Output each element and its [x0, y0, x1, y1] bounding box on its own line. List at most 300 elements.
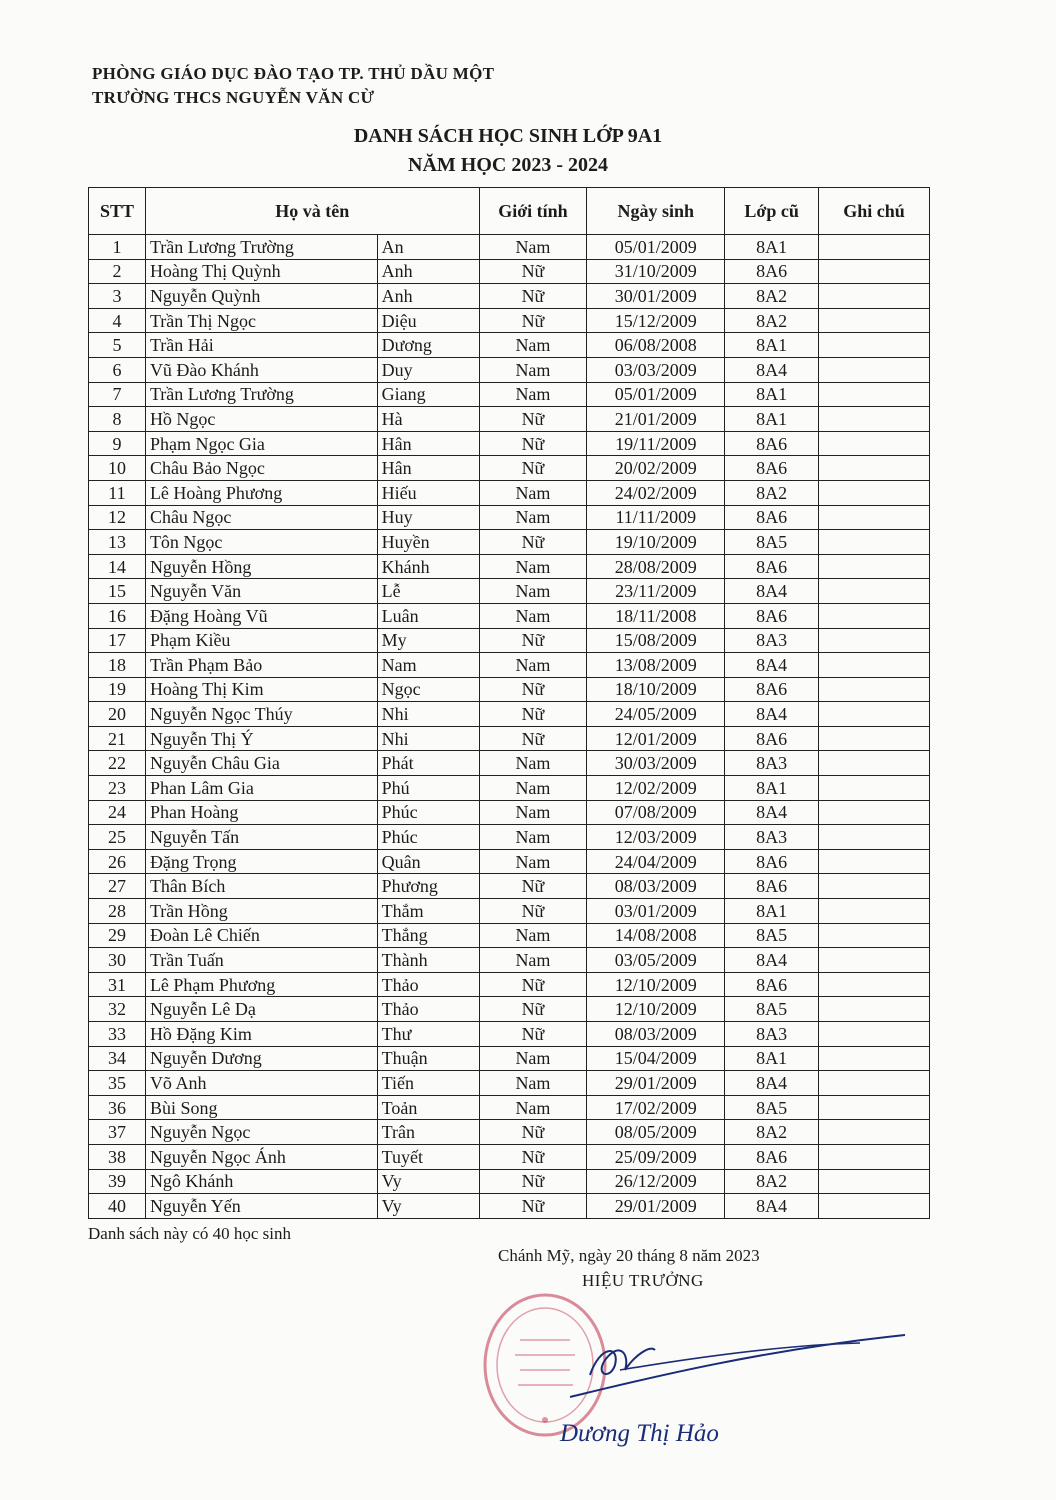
col-header-old-class: Lớp cũ	[725, 188, 819, 235]
row-dob: 29/01/2009	[587, 1194, 725, 1219]
row-note	[819, 1046, 930, 1071]
row-note	[819, 259, 930, 284]
row-old-class: 8A2	[725, 480, 819, 505]
row-given-name: Phương	[377, 874, 479, 899]
row-surname: Thân Bích	[145, 874, 377, 899]
row-dob: 24/02/2009	[587, 480, 725, 505]
row-note	[819, 603, 930, 628]
row-note	[819, 800, 930, 825]
row-note	[819, 776, 930, 801]
row-gender: Nam	[479, 653, 587, 678]
row-gender: Nam	[479, 603, 587, 628]
table-row	[89, 874, 930, 899]
row-surname: Lê Phạm Phương	[145, 972, 377, 997]
row-old-class: 8A1	[725, 1046, 819, 1071]
row-gender: Nữ	[479, 259, 587, 284]
row-surname: Trần Lương Trường	[145, 235, 377, 260]
table-header-row	[89, 188, 930, 235]
row-old-class: 8A4	[725, 1194, 819, 1219]
row-dob: 28/08/2009	[587, 554, 725, 579]
row-stt: 34	[89, 1046, 146, 1071]
row-old-class: 8A5	[725, 923, 819, 948]
row-given-name: Lễ	[377, 579, 479, 604]
col-header-name: Họ và tên	[145, 188, 479, 235]
row-stt: 4	[89, 308, 146, 333]
row-surname: Võ Anh	[145, 1071, 377, 1096]
row-surname: Phạm Kiều	[145, 628, 377, 653]
row-stt: 31	[89, 972, 146, 997]
row-given-name: Phú	[377, 776, 479, 801]
row-note	[819, 407, 930, 432]
row-gender: Nam	[479, 235, 587, 260]
row-surname: Nguyễn Ngọc Ánh	[145, 1144, 377, 1169]
row-note	[819, 825, 930, 850]
school-year: NĂM HỌC 2023 - 2024	[408, 154, 608, 176]
row-surname: Nguyễn Ngọc Thúy	[145, 702, 377, 727]
row-old-class: 8A2	[725, 284, 819, 309]
row-gender: Nam	[479, 333, 587, 358]
principal-title: HIỆU TRƯỞNG	[582, 1271, 704, 1290]
row-given-name: Thảo	[377, 997, 479, 1022]
school-name: TRƯỜNG THCS NGUYỄN VĂN CỪ	[92, 88, 375, 107]
row-given-name: Thành	[377, 948, 479, 973]
row-given-name: Tuyết	[377, 1144, 479, 1169]
row-gender: Nữ	[479, 702, 587, 727]
table-row	[89, 702, 930, 727]
row-surname: Phạm Ngọc Gia	[145, 431, 377, 456]
table-row	[89, 726, 930, 751]
row-gender: Nam	[479, 849, 587, 874]
row-dob: 06/08/2008	[587, 333, 725, 358]
row-dob: 03/01/2009	[587, 899, 725, 924]
row-given-name: Anh	[377, 284, 479, 309]
document-title	[0, 122, 1016, 180]
row-given-name: My	[377, 628, 479, 653]
row-stt: 26	[89, 849, 146, 874]
row-surname: Trần Hồng	[145, 899, 377, 924]
row-dob: 19/11/2009	[587, 431, 725, 456]
row-gender: Nữ	[479, 677, 587, 702]
table-row	[89, 800, 930, 825]
row-dob: 24/04/2009	[587, 849, 725, 874]
row-stt: 35	[89, 1071, 146, 1096]
row-gender: Nam	[479, 382, 587, 407]
row-note	[819, 899, 930, 924]
table-row	[89, 948, 930, 973]
row-given-name: Vy	[377, 1169, 479, 1194]
row-surname: Nguyễn Hồng	[145, 554, 377, 579]
table-row	[89, 923, 930, 948]
row-note	[819, 923, 930, 948]
row-dob: 29/01/2009	[587, 1071, 725, 1096]
row-surname: Đoàn Lê Chiến	[145, 923, 377, 948]
row-stt: 28	[89, 899, 146, 924]
row-note	[819, 1120, 930, 1145]
row-surname: Tôn Ngọc	[145, 530, 377, 555]
row-gender: Nữ	[479, 1144, 587, 1169]
row-stt: 40	[89, 1194, 146, 1219]
row-stt: 36	[89, 1095, 146, 1120]
table-row	[89, 456, 930, 481]
table-row	[89, 407, 930, 432]
row-old-class: 8A4	[725, 579, 819, 604]
table-row	[89, 603, 930, 628]
row-surname: Hoàng Thị Kim	[145, 677, 377, 702]
row-gender: Nữ	[479, 1022, 587, 1047]
row-old-class: 8A3	[725, 825, 819, 850]
row-surname: Nguyễn Tấn	[145, 825, 377, 850]
row-surname: Trần Thị Ngọc	[145, 308, 377, 333]
row-dob: 18/10/2009	[587, 677, 725, 702]
row-old-class: 8A2	[725, 1169, 819, 1194]
row-note	[819, 1071, 930, 1096]
row-stt: 29	[89, 923, 146, 948]
row-note	[819, 726, 930, 751]
row-given-name: Phát	[377, 751, 479, 776]
row-old-class: 8A6	[725, 603, 819, 628]
row-dob: 03/05/2009	[587, 948, 725, 973]
row-note	[819, 579, 930, 604]
row-old-class: 8A4	[725, 948, 819, 973]
row-surname: Châu Ngọc	[145, 505, 377, 530]
row-gender: Nữ	[479, 874, 587, 899]
row-old-class: 8A6	[725, 1144, 819, 1169]
row-stt: 37	[89, 1120, 146, 1145]
row-surname: Nguyễn Lê Dạ	[145, 997, 377, 1022]
row-given-name: Tiến	[377, 1071, 479, 1096]
row-dob: 12/02/2009	[587, 776, 725, 801]
row-given-name: Nhi	[377, 702, 479, 727]
row-note	[819, 431, 930, 456]
table-row	[89, 382, 930, 407]
row-old-class: 8A3	[725, 1022, 819, 1047]
row-old-class: 8A5	[725, 1095, 819, 1120]
row-stt: 23	[89, 776, 146, 801]
row-stt: 2	[89, 259, 146, 284]
row-gender: Nữ	[479, 308, 587, 333]
table-row	[89, 505, 930, 530]
row-given-name: Phúc	[377, 800, 479, 825]
row-gender: Nữ	[479, 456, 587, 481]
row-stt: 16	[89, 603, 146, 628]
row-old-class: 8A3	[725, 751, 819, 776]
row-gender: Nữ	[479, 972, 587, 997]
row-gender: Nữ	[479, 726, 587, 751]
row-stt: 12	[89, 505, 146, 530]
row-stt: 13	[89, 530, 146, 555]
row-old-class: 8A6	[725, 259, 819, 284]
row-dob: 20/02/2009	[587, 456, 725, 481]
row-stt: 15	[89, 579, 146, 604]
row-gender: Nam	[479, 1046, 587, 1071]
row-given-name: Hà	[377, 407, 479, 432]
table-row	[89, 972, 930, 997]
row-given-name: Phúc	[377, 825, 479, 850]
row-gender: Nữ	[479, 628, 587, 653]
row-stt: 18	[89, 653, 146, 678]
table-row	[89, 554, 930, 579]
row-note	[819, 456, 930, 481]
row-stt: 22	[89, 751, 146, 776]
row-gender: Nữ	[479, 1194, 587, 1219]
col-header-note: Ghi chú	[819, 188, 930, 235]
row-given-name: Thắng	[377, 923, 479, 948]
table-row	[89, 653, 930, 678]
row-old-class: 8A4	[725, 800, 819, 825]
row-surname: Trần Tuấn	[145, 948, 377, 973]
row-dob: 05/01/2009	[587, 382, 725, 407]
row-old-class: 8A1	[725, 776, 819, 801]
row-old-class: 8A6	[725, 677, 819, 702]
row-note	[819, 505, 930, 530]
row-stt: 33	[89, 1022, 146, 1047]
row-note	[819, 1169, 930, 1194]
row-given-name: An	[377, 235, 479, 260]
student-table	[88, 187, 930, 1219]
row-dob: 07/08/2009	[587, 800, 725, 825]
row-given-name: Anh	[377, 259, 479, 284]
row-stt: 14	[89, 554, 146, 579]
row-dob: 25/09/2009	[587, 1144, 725, 1169]
table-row	[89, 357, 930, 382]
row-dob: 18/11/2008	[587, 603, 725, 628]
row-given-name: Hiếu	[377, 480, 479, 505]
table-row	[89, 776, 930, 801]
row-old-class: 8A6	[725, 431, 819, 456]
row-dob: 23/11/2009	[587, 579, 725, 604]
row-note	[819, 382, 930, 407]
table-row	[89, 333, 930, 358]
row-surname: Đặng Hoàng Vũ	[145, 603, 377, 628]
row-given-name: Khánh	[377, 554, 479, 579]
row-dob: 08/03/2009	[587, 874, 725, 899]
row-surname: Trần Phạm Bảo	[145, 653, 377, 678]
table-row	[89, 1120, 930, 1145]
row-gender: Nữ	[479, 530, 587, 555]
row-dob: 31/10/2009	[587, 259, 725, 284]
row-old-class: 8A3	[725, 628, 819, 653]
row-surname: Hoàng Thị Quỳnh	[145, 259, 377, 284]
table-row	[89, 1169, 930, 1194]
row-note	[819, 554, 930, 579]
row-stt: 19	[89, 677, 146, 702]
row-stt: 1	[89, 235, 146, 260]
table-row	[89, 677, 930, 702]
table-row	[89, 284, 930, 309]
row-stt: 24	[89, 800, 146, 825]
student-rows	[89, 235, 930, 1219]
row-stt: 9	[89, 431, 146, 456]
table-row	[89, 579, 930, 604]
table-row	[89, 1194, 930, 1219]
row-gender: Nam	[479, 800, 587, 825]
row-stt: 27	[89, 874, 146, 899]
row-old-class: 8A1	[725, 407, 819, 432]
row-dob: 12/10/2009	[587, 997, 725, 1022]
row-dob: 21/01/2009	[587, 407, 725, 432]
row-old-class: 8A6	[725, 849, 819, 874]
row-given-name: Hân	[377, 431, 479, 456]
row-stt: 21	[89, 726, 146, 751]
row-surname: Trần Hải	[145, 333, 377, 358]
row-gender: Nam	[479, 1095, 587, 1120]
row-gender: Nữ	[479, 284, 587, 309]
table-row	[89, 751, 930, 776]
row-old-class: 8A4	[725, 653, 819, 678]
row-old-class: 8A4	[725, 1071, 819, 1096]
row-old-class: 8A4	[725, 702, 819, 727]
table-row	[89, 1071, 930, 1096]
row-dob: 12/03/2009	[587, 825, 725, 850]
table-row	[89, 431, 930, 456]
row-gender: Nữ	[479, 431, 587, 456]
row-old-class: 8A1	[725, 333, 819, 358]
signature-icon	[560, 1325, 910, 1405]
row-stt: 25	[89, 825, 146, 850]
row-gender: Nữ	[479, 1120, 587, 1145]
row-dob: 26/12/2009	[587, 1169, 725, 1194]
row-surname: Đặng Trọng	[145, 849, 377, 874]
row-old-class: 8A4	[725, 357, 819, 382]
row-gender: Nam	[479, 776, 587, 801]
row-given-name: Huyền	[377, 530, 479, 555]
row-stt: 20	[89, 702, 146, 727]
row-dob: 30/03/2009	[587, 751, 725, 776]
row-stt: 30	[89, 948, 146, 973]
row-gender: Nam	[479, 480, 587, 505]
row-given-name: Trân	[377, 1120, 479, 1145]
row-gender: Nam	[479, 505, 587, 530]
row-note	[819, 653, 930, 678]
row-old-class: 8A6	[725, 874, 819, 899]
student-count-note: Danh sách này có 40 học sinh	[88, 1224, 292, 1243]
row-gender: Nam	[479, 825, 587, 850]
row-dob: 15/08/2009	[587, 628, 725, 653]
row-given-name: Hân	[377, 456, 479, 481]
row-given-name: Nam	[377, 653, 479, 678]
row-gender: Nam	[479, 1071, 587, 1096]
table-row	[89, 628, 930, 653]
row-stt: 7	[89, 382, 146, 407]
row-old-class: 8A5	[725, 997, 819, 1022]
row-dob: 15/12/2009	[587, 308, 725, 333]
row-note	[819, 480, 930, 505]
row-old-class: 8A6	[725, 554, 819, 579]
row-stt: 6	[89, 357, 146, 382]
row-gender: Nam	[479, 579, 587, 604]
row-surname: Hồ Đặng Kim	[145, 1022, 377, 1047]
row-surname: Châu Bảo Ngọc	[145, 456, 377, 481]
row-gender: Nam	[479, 357, 587, 382]
row-stt: 38	[89, 1144, 146, 1169]
row-surname: Trần Lương Trường	[145, 382, 377, 407]
row-dob: 14/08/2008	[587, 923, 725, 948]
row-given-name: Luân	[377, 603, 479, 628]
row-stt: 11	[89, 480, 146, 505]
row-surname: Nguyễn Ngọc	[145, 1120, 377, 1145]
row-dob: 30/01/2009	[587, 284, 725, 309]
row-dob: 08/05/2009	[587, 1120, 725, 1145]
row-gender: Nữ	[479, 407, 587, 432]
row-note	[819, 948, 930, 973]
row-note	[819, 284, 930, 309]
row-old-class: 8A6	[725, 972, 819, 997]
table-row	[89, 997, 930, 1022]
row-surname: Nguyễn Châu Gia	[145, 751, 377, 776]
row-dob: 15/04/2009	[587, 1046, 725, 1071]
row-given-name: Thuận	[377, 1046, 479, 1071]
row-stt: 8	[89, 407, 146, 432]
row-note	[819, 1194, 930, 1219]
row-given-name: Thắm	[377, 899, 479, 924]
row-note	[819, 357, 930, 382]
table-row	[89, 530, 930, 555]
row-dob: 03/03/2009	[587, 357, 725, 382]
table-row	[89, 825, 930, 850]
department-name: PHÒNG GIÁO DỤC ĐÀO TẠO TP. THỦ DẦU MỘT	[92, 64, 495, 83]
row-old-class: 8A2	[725, 1120, 819, 1145]
table-row	[89, 1022, 930, 1047]
row-surname: Nguyễn Văn	[145, 579, 377, 604]
row-note	[819, 997, 930, 1022]
row-note	[819, 751, 930, 776]
row-dob: 19/10/2009	[587, 530, 725, 555]
list-title: DANH SÁCH HỌC SINH LỚP 9A1	[353, 125, 663, 147]
row-stt: 5	[89, 333, 146, 358]
row-note	[819, 702, 930, 727]
table-row	[89, 480, 930, 505]
row-gender: Nam	[479, 751, 587, 776]
row-dob: 11/11/2009	[587, 505, 725, 530]
place-and-date: Chánh Mỹ, ngày 20 tháng 8 năm 2023	[498, 1246, 760, 1265]
row-note	[819, 1022, 930, 1047]
row-surname: Nguyễn Dương	[145, 1046, 377, 1071]
row-note	[819, 677, 930, 702]
row-dob: 24/05/2009	[587, 702, 725, 727]
row-surname: Nguyễn Yến	[145, 1194, 377, 1219]
row-given-name: Nhi	[377, 726, 479, 751]
row-note	[819, 333, 930, 358]
row-surname: Nguyễn Quỳnh	[145, 284, 377, 309]
table-row	[89, 1144, 930, 1169]
signer-name: Dương Thị Hảo	[560, 1420, 719, 1447]
row-old-class: 8A6	[725, 726, 819, 751]
row-note	[819, 849, 930, 874]
table-row	[89, 1095, 930, 1120]
row-gender: Nam	[479, 923, 587, 948]
row-stt: 17	[89, 628, 146, 653]
row-surname: Vũ Đào Khánh	[145, 357, 377, 382]
row-surname: Nguyễn Thị Ý	[145, 726, 377, 751]
row-stt: 3	[89, 284, 146, 309]
row-dob: 12/01/2009	[587, 726, 725, 751]
row-note	[819, 628, 930, 653]
row-note	[819, 235, 930, 260]
row-dob: 12/10/2009	[587, 972, 725, 997]
row-given-name: Huy	[377, 505, 479, 530]
row-surname: Phan Lâm Gia	[145, 776, 377, 801]
table-row	[89, 259, 930, 284]
row-surname: Lê Hoàng Phương	[145, 480, 377, 505]
row-given-name: Quân	[377, 849, 479, 874]
row-dob: 17/02/2009	[587, 1095, 725, 1120]
row-given-name: Toản	[377, 1095, 479, 1120]
row-given-name: Dương	[377, 333, 479, 358]
row-given-name: Duy	[377, 357, 479, 382]
row-gender: Nữ	[479, 1169, 587, 1194]
row-dob: 13/08/2009	[587, 653, 725, 678]
row-old-class: 8A6	[725, 456, 819, 481]
